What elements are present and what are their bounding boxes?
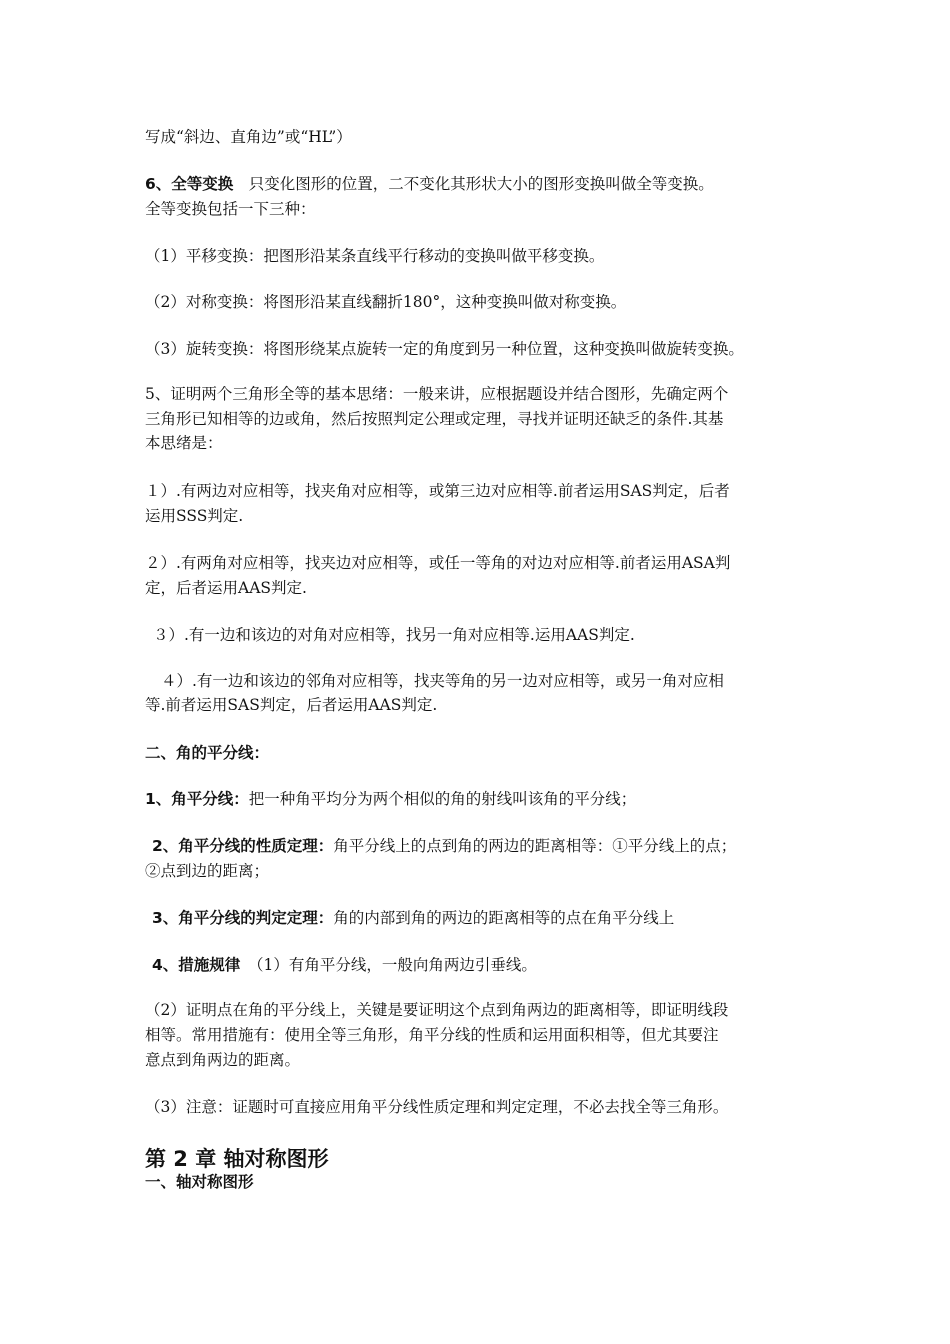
line-text: 运用SSS判定. (145, 507, 244, 525)
text-line (152, 955, 537, 975)
line-text: 本思绪是： (145, 434, 223, 452)
text-line (145, 743, 269, 763)
text-line (145, 789, 636, 809)
text-line (145, 339, 744, 359)
text-line (153, 625, 635, 645)
text-line (145, 433, 223, 453)
line-text: ３）.有一边和该边的对角对应相等，找另一角对应相等.运用AAS判定. (153, 626, 635, 644)
text-line (145, 1000, 728, 1020)
bold-term: 4、措施规律 (152, 956, 241, 974)
line-text: （3）旋转变换：将图形绕某点旋转一定的角度到另一种位置，这种变换叫做旋转变换。 (145, 340, 744, 358)
text-line (145, 292, 626, 312)
text-line (145, 1097, 728, 1117)
line-text: 把一种角平均分为两个相似的角的射线叫该角的平分线； (248, 790, 637, 808)
section-title: 一、轴对称图形 (145, 1173, 254, 1191)
line-text: （2）证明点在角的平分线上，关键是要证明这个点到角两边的距离相等，即证明线段 (145, 1001, 729, 1019)
text-line (145, 481, 730, 501)
line-text: （3）注意：证题时可直接应用角平分线性质定理和判定定理，不必去找全等三角形。 (145, 1098, 729, 1116)
text-line (145, 1050, 300, 1070)
line-text: １）.有两边对应相等，找夹角对应相等，或第三边对应相等.前者运用SAS判定，后者 (145, 482, 730, 500)
line-text: 5、证明两个三角形全等的基本思绪：一般来讲，应根据题设并结合图形，先确定两个 (145, 385, 729, 403)
bold-term: 6、全等变换 (145, 175, 234, 193)
line-text: ②点到边的距离； (145, 862, 270, 880)
line-text: （2）对称变换：将图形沿某直线翻折180°，这种变换叫做对称变换。 (145, 293, 627, 311)
text-line (145, 861, 269, 881)
bold-term: 2、角平分线的性质定理： (152, 837, 334, 855)
text-line (152, 908, 674, 928)
line-text: 定，后者运用AAS判定. (145, 579, 307, 597)
line-text: （1）有角平分线，一般向角两边引垂线。 (240, 956, 537, 974)
text-line (145, 246, 604, 266)
text-line (145, 199, 316, 219)
line-text: ４）.有一边和该边的邻角对应相等，找夹等角的另一边对应相等，或另一角对应相 (161, 672, 724, 690)
text-line (145, 506, 243, 526)
line-text: 意点到角两边的距离。 (145, 1051, 301, 1069)
line-text: 相等。常用措施有：使用全等三角形，角平分线的性质和运用面积相等，但尤其要注 (145, 1026, 719, 1044)
text-line (145, 409, 723, 429)
line-text: 三角形已知相等的边或角，然后按照判定公理或定理，寻找并证明还缺乏的条件.其基 (145, 410, 724, 428)
line-text: 全等变换包括一下三种： (145, 200, 316, 218)
text-line (161, 671, 724, 691)
line-text: 只变化图形的位置，二不变化其形状大小的图形变换叫做全等变换。 (233, 175, 714, 193)
bold-term: 3、角平分线的判定定理： (152, 909, 334, 927)
bold-term: 1、角平分线： (145, 790, 249, 808)
line-text: 写成“斜边、直角边”或“HL”） (145, 128, 352, 146)
text-line (145, 553, 730, 573)
text-line (145, 695, 437, 715)
text-line (145, 127, 352, 147)
line-text: （1）平移变换：把图形沿某条直线平行移动的变换叫做平移变换。 (145, 247, 605, 265)
text-line (152, 836, 736, 856)
text-line (145, 384, 728, 404)
bold-term: 二、角的平分线： (145, 744, 270, 762)
text-line (145, 578, 307, 598)
chapter-title: 第 2 章 轴对称图形 (145, 1147, 329, 1171)
line-text: 角的内部到角的两边的距离相等的点在角平分线上 (333, 909, 675, 927)
text-line (145, 174, 714, 194)
line-text: ２）.有两角对应相等，找夹边对应相等，或任一等角的对边对应相等.前者运用ASA判 (145, 554, 731, 572)
text-line (145, 1025, 719, 1045)
line-text: 等.前者运用SAS判定，后者运用AAS判定. (145, 696, 438, 714)
line-text: 角平分线上的点到角的两边的距离相等：①平分线上的点； (333, 837, 737, 855)
